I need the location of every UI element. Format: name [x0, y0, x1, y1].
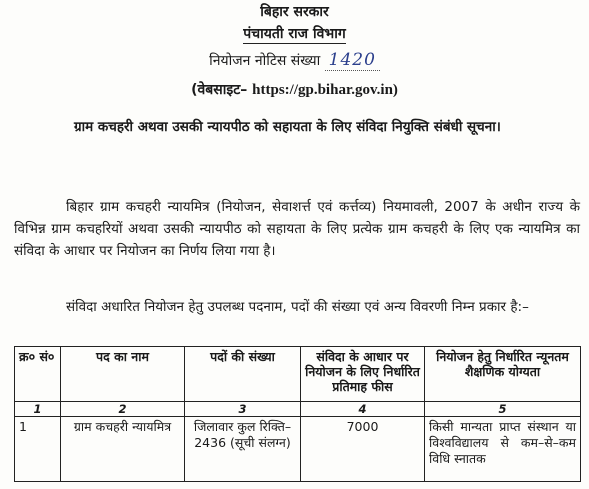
department-name — [0, 24, 589, 43]
paragraph-details: संविदा अधारित नियोजन हेतु उपलब्ध पदनाम, पदों की संख्या एवं अन्य विवरणी निम्न प्रकार है:– — [66, 299, 529, 315]
government-name: बिहार सरकार — [260, 4, 329, 20]
col-header-post: पद का नाम — [61, 347, 185, 402]
col-header-fee: संविदा के आधार पर नियोजन के लिए निर्धारित प्रतिमाह फीस — [301, 347, 425, 402]
website-line — [0, 80, 589, 99]
notice-subject: ग्राम कचहरी अथवा उसकी न्यायपीठ को सहायता के लिए संविदा नियुक्ति संबंधी सूचना। — [74, 119, 501, 135]
paragraph-intro: बिहार ग्राम कचहरी न्यायमित्र (नियोजन, सेवाशर्त्त एवं कर्त्तव्य) नियमावली, 2007 के अधीन राज्य के विभिन्न ग्राम कचहरियों अथवा उसकी न्यायपीठ को सहायता के लिए प्रत्येक ग्राम कचहरी के लिए एक न्यायमित्र का संविदा के आधार पर नियोजन का निर्णय लिया गया है। — [14, 199, 580, 259]
cell-post: ग्राम कचहरी न्यायमित्र — [61, 417, 185, 482]
col-header-qualification: नियोजन हेतु निर्धारित न्यूनतम शैक्षणिक योग्यता — [425, 347, 581, 402]
website-label: (वेबसाइट– — [191, 82, 248, 98]
cell-qualification: किसी मान्यता प्राप्त संस्थान या विश्वविद्यालय से कम–से–कम विधि स्नातक — [425, 417, 581, 482]
notice-label: नियोजन नोटिस संख्या — [209, 53, 321, 69]
cell-count: जिलावार कुल रिक्ति–2436 (सूची संलग्न) — [185, 417, 301, 482]
website-url: https://gp.bihar.gov.in) — [252, 82, 398, 98]
notice-line — [0, 50, 589, 70]
cell-fee: 7000 — [301, 417, 425, 482]
col-number: 1 — [15, 402, 61, 417]
col-number: 3 — [185, 402, 301, 417]
table-row — [15, 417, 581, 482]
notice-number: 1420 — [325, 50, 380, 71]
table-number-row — [15, 402, 581, 417]
col-header-sn: क्र० सं० — [15, 347, 61, 402]
col-number: 4 — [301, 402, 425, 417]
col-number: 5 — [425, 402, 581, 417]
table-header-row — [15, 347, 581, 402]
vacancy-table — [14, 346, 581, 482]
cell-sn: 1 — [15, 417, 61, 482]
col-header-count: पदों की संख्या — [185, 347, 301, 402]
department-name-text: पंचायती राज विभाग — [243, 26, 346, 42]
col-number: 2 — [61, 402, 185, 417]
